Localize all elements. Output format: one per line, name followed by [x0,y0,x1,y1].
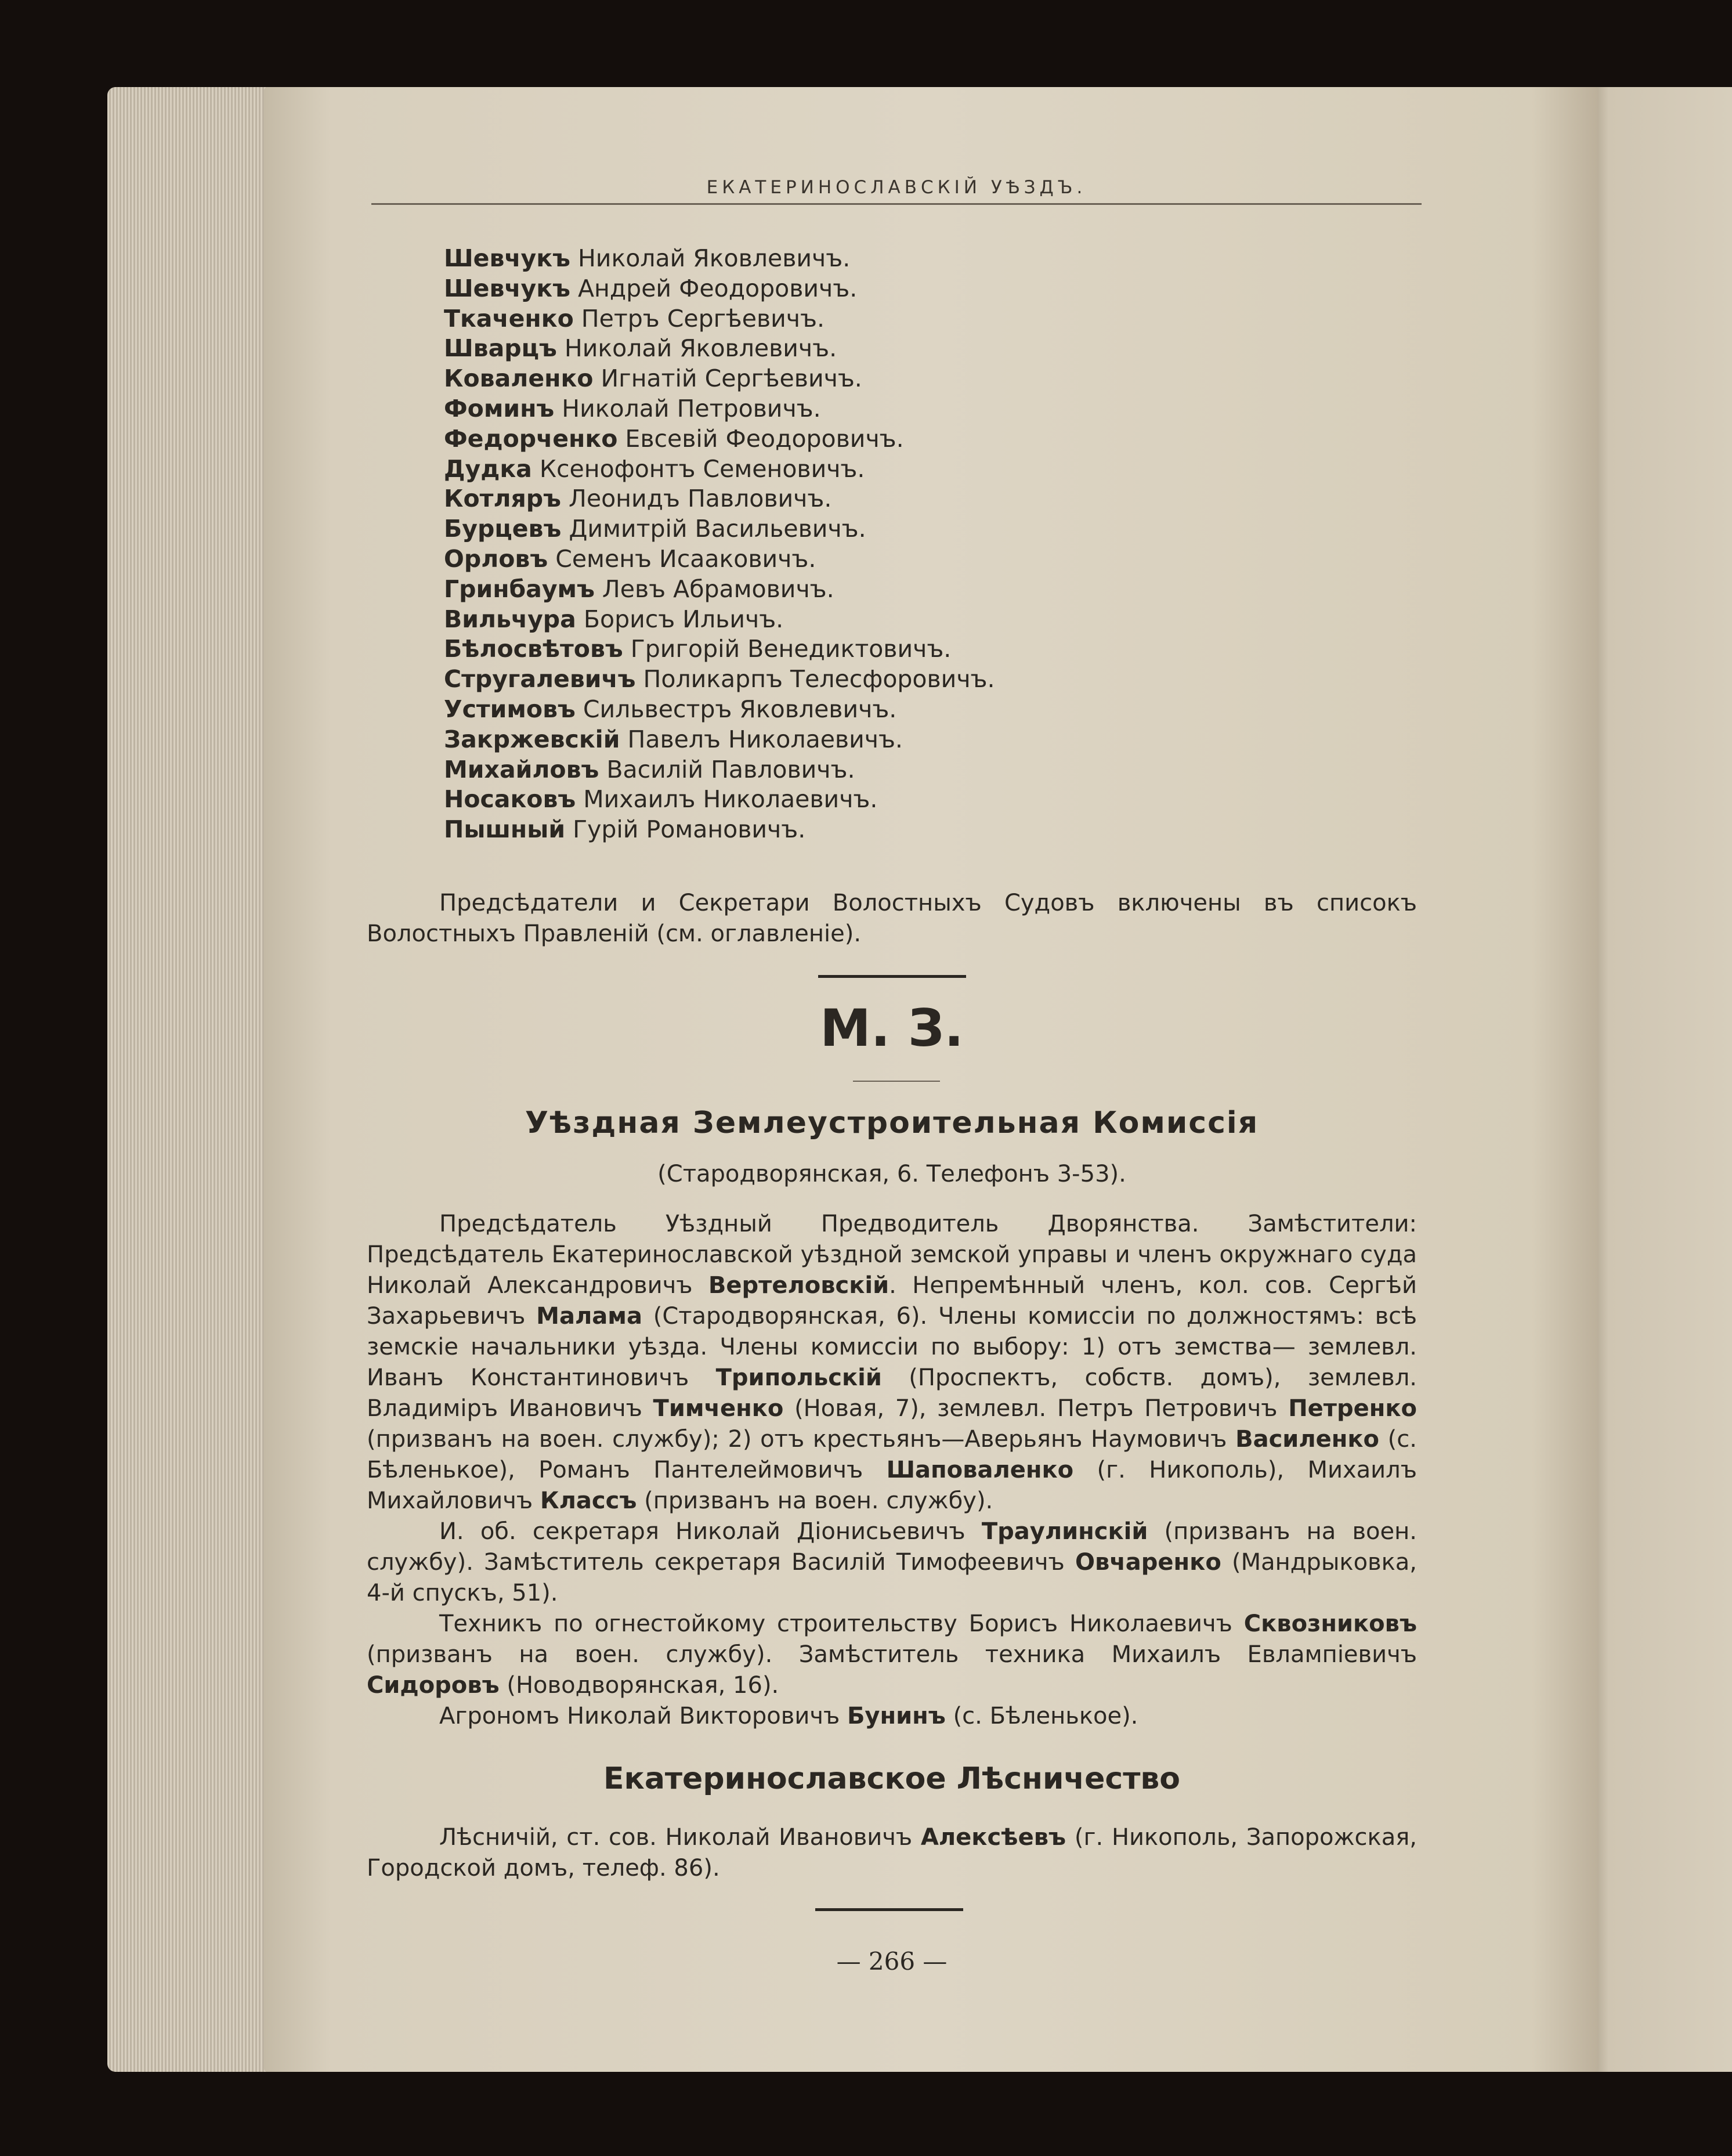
surname: Бѣлосвѣтовъ [444,635,623,663]
commission-address: (Стародворянская, 6. Телефонъ 3-53). [657,1161,1126,1187]
given-names: Василій Павловичъ. [606,755,855,783]
surname: Орловъ [444,544,548,573]
name-entry [444,244,1372,274]
name-entry [444,755,1372,785]
surname: Носаковъ [444,785,576,814]
given-names: Николай Яковлевичъ. [564,334,837,363]
bold-surname: Василенко [1235,1426,1380,1453]
name-entry [444,274,1372,304]
commission-paragraph-chair [367,1209,1417,1516]
next-page-edge [1587,87,1732,2072]
given-names: Евсевій Феодоровичъ. [625,424,904,453]
text-run: (призванъ на воен. службу). [637,1487,993,1514]
given-names: Борисъ Ильичъ. [583,605,784,633]
surname: Ткаченко [444,304,574,333]
surname: Фоминъ [444,394,555,422]
bold-surname: Траулинскій [981,1518,1148,1545]
names-list [444,244,1372,845]
text-run: (Новодворянская, 16). [499,1672,779,1699]
text-run: Лѣсничій, ст. сов. Николай Ивановичъ [439,1824,921,1851]
given-names: Гурій Романовичъ. [573,815,806,844]
bold-surname: Тимченко [653,1395,784,1422]
forestry-paragraph [367,1822,1417,1884]
surname: Закржевскій [444,725,620,753]
surname: Вильчура [444,605,576,633]
bold-surname: Петренко [1288,1395,1418,1422]
given-names: Григорій Венедиктовичъ. [630,635,952,663]
name-entry [444,454,1372,485]
surname: Коваленко [444,364,594,393]
section-mark: М. З. [820,998,964,1058]
name-entry [444,815,1372,845]
text-run: (Стародворянская, 6). Члены комиссіи по должностямъ: всѣ земскіе начальники уѣзда. Члены комиссіи по выбору: 1) отъ земства— землевл. Иванъ Константиновичъ [367,1303,1418,1391]
bold-surname: Сидоровъ [367,1672,500,1699]
page-number: — 266 — [836,1947,948,1976]
given-names: Андрей Феодоровичъ. [577,274,858,302]
text-run: (с. Бѣленькое), Романъ Пантелеймовичъ [367,1426,1417,1483]
given-names: Михаилъ Николаевичъ. [583,785,878,814]
surname: Шевчукъ [444,274,570,302]
name-entry [444,575,1372,605]
surname: Шевчукъ [444,244,570,272]
given-names: Семенъ Исааковичъ. [555,544,816,573]
text-run: (Проспектъ, собств. домъ), землевл. Владиміръ Ивановичъ [367,1364,1417,1422]
text-run: (призванъ на воен. службу); 2) отъ крестьянъ—Аверьянъ Наумовичъ [367,1426,1236,1453]
surname: Устимовъ [444,695,576,723]
text-run: Техникъ по огнестойкому строительству Борисъ Николаевичъ [439,1610,1244,1637]
commission-paragraph-technician [367,1609,1417,1701]
surname: Федорченко [444,424,618,453]
surname: Дудка [444,454,532,483]
text-run: (Новая, 7), землевл. Петръ Петровичъ [783,1395,1289,1422]
name-entry [444,785,1372,815]
text-run: . Непремѣнный членъ, кол. сов. Сергѣй Захарьевичъ [367,1272,1417,1330]
given-names: Леонидъ Павловичъ. [569,485,832,513]
text-run: (г. Никополь, Запорожская, Городской домъ, телеф. 86). [367,1824,1417,1881]
text-run: (призванъ на воен. службу). Замѣститель техника Михаилъ Евлампіевичъ [367,1641,1417,1668]
name-entry [444,605,1372,635]
given-names: Николай Яковлевичъ. [577,244,851,272]
text-run: (призванъ на воен. службу). Замѣститель секретаря Василій Тимофеевичъ [367,1518,1418,1576]
given-names: Димитрій Васильевичъ. [569,515,866,543]
commission-body [367,1209,1417,1732]
note-paragraph [367,888,1417,949]
name-entry [444,334,1372,364]
running-header: ЕКАТЕРИНОСЛАВСКІЙ УѢЗДЪ. [706,177,1087,198]
bold-surname: Малама [536,1303,642,1330]
surname: Бурцевъ [444,515,562,543]
given-names: Николай Петровичъ. [562,394,821,422]
surname: Михайловъ [444,755,599,783]
header-rule [371,203,1422,205]
name-entry [444,634,1372,665]
surname: Котляръ [444,485,561,513]
given-names: Петръ Сергѣевичъ. [581,304,825,333]
commission-paragraph-secretary [367,1516,1417,1609]
surname: Гринбаумъ [444,575,595,603]
bold-surname: Классъ [540,1487,637,1514]
bold-surname: Шаповаленко [886,1457,1074,1483]
bold-surname: Трипольскій [715,1364,882,1391]
forestry-title: Екатеринославское Лѣсничество [603,1761,1180,1796]
bold-surname: Бунинъ [847,1703,946,1729]
section-rule-small [853,1081,940,1082]
given-names: Поликарпъ Телесфоровичъ. [643,665,995,694]
given-names: Игнатій Сергѣевичъ. [601,364,862,393]
bold-surname: Овчаренко [1075,1549,1221,1576]
given-names: Сильвестръ Яковлевичъ. [583,695,897,723]
given-names: Левъ Абрамовичъ. [602,575,834,603]
name-entry [444,484,1372,514]
name-entry [444,695,1372,725]
surname: Шварцъ [444,334,557,363]
text-run: Агрономъ Николай Викторовичъ [439,1703,847,1729]
name-entry [444,544,1372,575]
text-run: Предсѣдатель Уѣздный Предводитель Дворянства. Замѣстители: Предсѣдатель Екатеринославской уѣздной земской управы и членъ окружнаго суда Николай Александровичъ [367,1211,1417,1299]
surname: Стругалевичъ [444,665,636,694]
bottom-rule [815,1908,963,1911]
section-rule-top [818,975,966,978]
given-names: Павелъ Николаевичъ. [627,725,903,753]
name-entry [444,665,1372,695]
text-run: (с. Бѣленькое). [945,1703,1138,1729]
bold-surname: Алексѣевъ [920,1824,1066,1851]
forestry-body [367,1822,1417,1884]
given-names: Ксенофонтъ Семеновичъ. [539,454,865,483]
text-run: (г. Никополь), Михаилъ Михайловичъ [367,1457,1417,1514]
text-run: (Мандрыковка, 4-й спускъ, 51). [367,1549,1418,1606]
surname: Пышный [444,815,566,844]
commission-title: Уѣздная Землеустроительная Комиссія [525,1106,1259,1140]
name-entry [444,304,1372,334]
bold-surname: Сквозниковъ [1243,1610,1417,1637]
name-entry [444,725,1372,755]
name-entry [444,424,1372,454]
book-page-edges [107,87,287,2072]
name-entry [444,514,1372,544]
name-entry [444,394,1372,424]
commission-paragraph-agronomist [367,1701,1417,1732]
bold-surname: Вертеловскій [708,1272,889,1299]
note-text: Предсѣдатели и Секретари Волостныхъ Судовъ включены въ списокъ Волостныхъ Правленій (см. оглавленіе). [367,890,1417,947]
text-run: И. об. секретаря Николай Діонисьевичъ [439,1518,982,1545]
name-entry [444,364,1372,394]
